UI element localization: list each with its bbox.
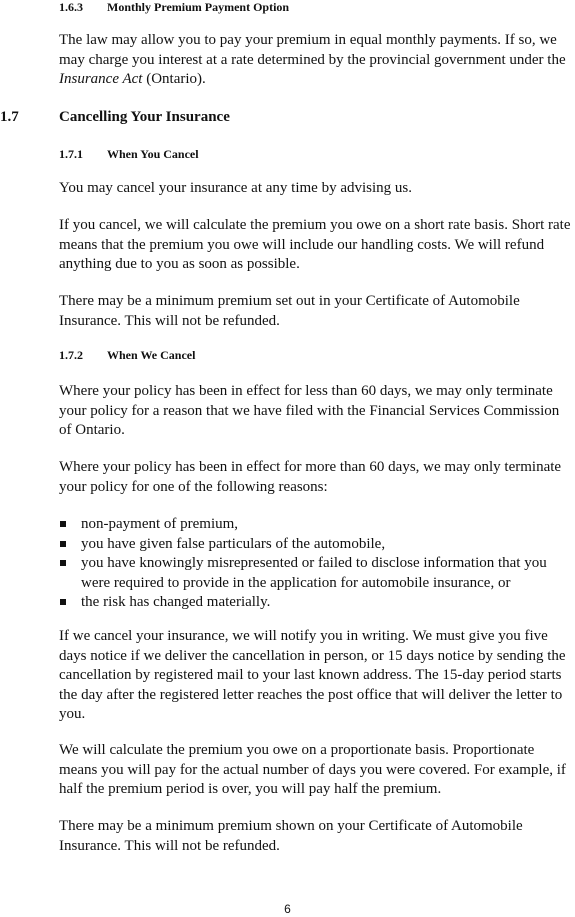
paragraph-text: You may cancel your insurance at any time by advising us. <box>59 180 412 196</box>
heading-title: Monthly Premium Payment Option <box>107 0 290 14</box>
heading-number: 1.7.1 <box>59 147 83 161</box>
act-title-italic: Insurance Act <box>59 71 143 87</box>
square-bullet-icon <box>60 560 66 566</box>
paragraph-text <box>59 31 571 90</box>
list-item-text: you have given false particulars of the automobile, <box>81 535 386 552</box>
paragraph-text-part: (Ontario). <box>142 71 206 87</box>
paragraph-less-than-60-days <box>59 382 571 441</box>
heading-title: Cancelling Your Insurance <box>59 109 230 125</box>
heading-number: 1.7 <box>0 109 19 125</box>
paragraph-text: Where your policy has been in effect for more than 60 days, we may only terminate your policy for one of the following reasons: <box>59 459 562 495</box>
heading-number: 1.6.3 <box>59 0 83 14</box>
list-item <box>59 593 571 613</box>
list-item-text: non-payment of premium, <box>81 516 239 532</box>
list-item <box>59 535 571 555</box>
paragraph-short-rate <box>59 216 571 275</box>
list-item <box>59 554 571 593</box>
paragraph-text: If we cancel your insurance, we will notify you in writing. We must give you five days notice if we deliver the cancellation in person, or 15 days notice by sending the cancellation by registered mail to your last known address. The 15-day period starts the day after the registered letter reaches the post office that will deliver the letter to you. <box>59 628 566 722</box>
heading-1-7 <box>0 108 230 126</box>
page-number: 6 <box>284 902 291 916</box>
paragraph-minimum-premium-1 <box>59 292 571 331</box>
square-bullet-icon <box>60 521 66 527</box>
paragraph-text: If you cancel, we will calculate the premium you owe on a short rate basis. Short rate means that the premium you owe will include our handling costs. We will refund anything due to you as soon as possible. <box>59 217 571 272</box>
list-item-text: you have knowingly misrepresented or failed to disclose information that you were required to provide in the application for automobile insurance, or <box>81 555 547 591</box>
heading-number: 1.7.2 <box>59 348 83 362</box>
paragraph-monthly-payments <box>59 31 571 90</box>
bullet-list <box>59 515 571 613</box>
list-item-text: the risk has changed materially. <box>81 594 271 610</box>
square-bullet-icon <box>60 541 66 547</box>
heading-title: When You Cancel <box>107 147 199 161</box>
paragraph-text: Where your policy has been in effect for less than 60 days, we may only terminate your policy for a reason that we have filed with the Financial Services Commission of Ontario. <box>59 383 560 438</box>
list-item <box>59 515 571 535</box>
paragraph-text: There may be a minimum premium shown on your Certificate of Automobile Insurance. This will not be refunded. <box>59 818 523 854</box>
paragraph-text-part: The law may allow you to pay your premium in equal monthly payments. If so, we may charge you interest at a rate determined by the provincial government under the <box>59 32 566 68</box>
paragraph-text: There may be a minimum premium set out in your Certificate of Automobile Insurance. This will not be refunded. <box>59 293 520 329</box>
paragraph-minimum-premium-2 <box>59 817 571 856</box>
paragraph-notify-in-writing <box>59 627 571 725</box>
reasons-list <box>59 515 571 613</box>
paragraph-proportionate <box>59 741 571 800</box>
square-bullet-icon <box>60 599 66 605</box>
paragraph-cancel-anytime <box>59 179 571 199</box>
paragraph-text: We will calculate the premium you owe on a proportionate basis. Proportionate means you will pay for the actual number of days you were covered. For example, if half the premium period is over, you will pay half the premium. <box>59 742 566 797</box>
paragraph-more-than-60-days <box>59 458 571 497</box>
heading-title: When We Cancel <box>107 348 196 362</box>
heading-1-7-2 <box>59 348 571 362</box>
heading-1-6-3 <box>59 0 571 14</box>
heading-1-7-1 <box>59 147 571 161</box>
